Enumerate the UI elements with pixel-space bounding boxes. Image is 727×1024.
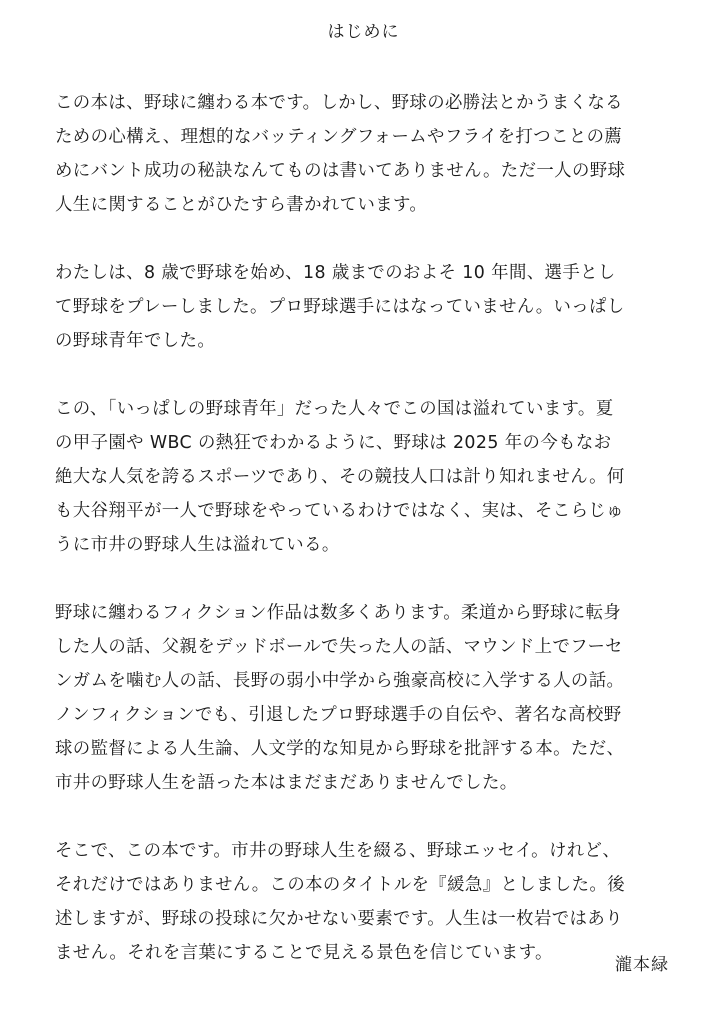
text-line: そこで、この本です。市井の野球人生を綴る、野球エッセイ。けれど、: [55, 841, 621, 861]
text-line: の野球青年でした。: [55, 331, 216, 351]
text-line: 絶大な人気を誇るスポーツであり、その競技人口は計り知れません。何: [55, 467, 625, 487]
paragraph-2: [55, 256, 675, 358]
text-line: の甲子園や WBC の熱狂でわかるように、野球は 2025 年の今もなお: [55, 433, 612, 453]
text-line: ません。それを言葉にすることで見える景色を信じています。: [55, 943, 553, 963]
text-line: 人生に関することがひたすら書かれています。: [55, 195, 428, 215]
paragraph-4: [55, 596, 675, 800]
author-name: 瀧本緑: [615, 955, 669, 975]
text-line: 野球に纏わるフィクション作品は数多くあります。柔道から野球に転身: [55, 603, 622, 623]
paragraph-1: [55, 86, 675, 222]
text-line: 市井の野球人生を語った本はまだまだありませんでした。: [55, 773, 518, 793]
text-line: 述しますが、野球の投球に欠かせない要素です。人生は一枚岩ではあり: [55, 909, 623, 929]
text-line: めにバント成功の秘訣なんてものは書いてありません。ただ一人の野球: [55, 161, 626, 181]
page-title: はじめに: [327, 22, 400, 42]
text-line: わたしは、8 歳で野球を始め、18 歳までのおよそ 10 年間、選手とし: [55, 263, 616, 283]
text-line: て野球をプレーしました。プロ野球選手にはなっていません。いっぱし: [55, 297, 625, 317]
text-line: ノンフィクションでも、引退したプロ野球選手の自伝や、著名な高校野: [55, 705, 622, 725]
text-line: した人の話、父親をデッドボールで失った人の話、マウンド上でフーセ: [55, 637, 623, 657]
text-line: ための心構え、理想的なバッティングフォームやフライを打つことの薦: [55, 127, 623, 147]
body-text: [55, 86, 675, 1004]
paragraph-5: [55, 834, 675, 970]
text-line: 球の監督による人生論、人文学的な知見から野球を批評する本。ただ、: [55, 739, 625, 759]
text-line: ンガムを噛む人の話、長野の弱小中学から強豪高校に入学する人の話。: [55, 671, 625, 691]
text-line: うに市井の野球人生は溢れている。: [55, 535, 340, 555]
text-line: それだけではありません。この本のタイトルを『緩急』としました。後: [55, 875, 625, 895]
text-line: この、「いっぱしの野球青年」だった人々でこの国は溢れています。夏: [55, 399, 614, 419]
paragraph-3: [55, 392, 675, 562]
text-line: この本は、野球に纏わる本です。しかし、野球の必勝法とかうまくなる: [55, 93, 623, 113]
text-line: も大谷翔平が一人で野球をやっているわけではなく、実は、そこらじゅ: [55, 501, 624, 521]
